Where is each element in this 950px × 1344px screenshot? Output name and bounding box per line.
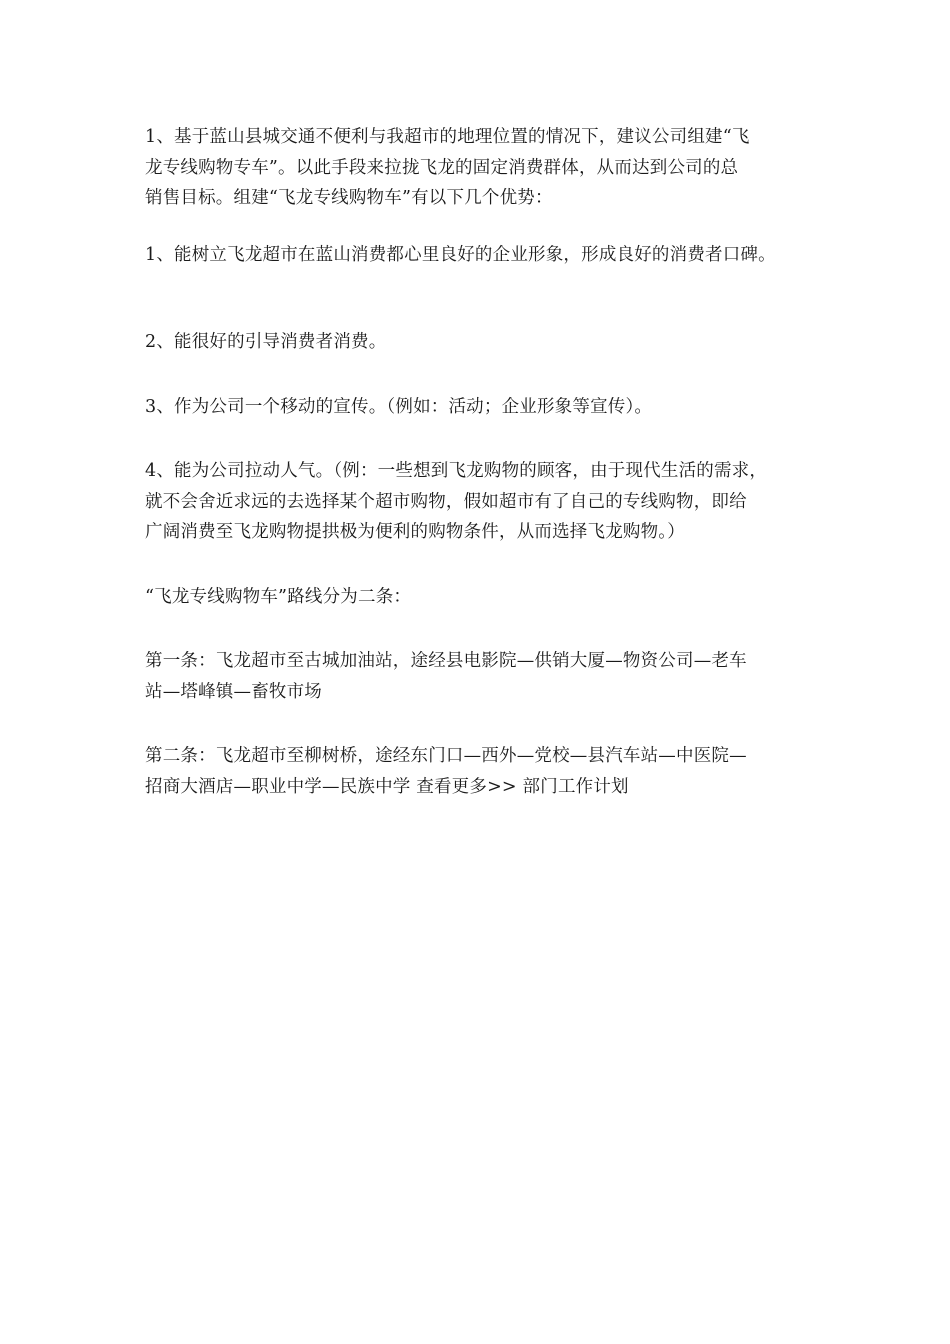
department-plan-link[interactable]: 部门工作计划: [516, 776, 629, 797]
advantage-item-2: [145, 327, 835, 358]
advantage-line: 4、能为公司拉动人气。（例：一些想到飞龙购物的顾客，由于现代生活的需求，: [145, 461, 768, 481]
route-one: [145, 646, 835, 707]
route-two-text: 招商大酒店—职业中学—民族中学: [145, 776, 417, 797]
route-two-line: 第二条：飞龙超市至柳树桥，途经东门口—西外—党校—县汽车站—中医院—: [145, 746, 747, 766]
advantage-line: 广阔消费至飞龙购物提拱极为便利的购物条件，从而选择飞龙购物。）: [145, 522, 685, 542]
advantage-item-1: [145, 240, 835, 271]
intro-line: 销售目标。组建“飞龙专线购物车”有以下几个优势：: [145, 188, 553, 208]
intro-line: 龙专线购物专车”。以此手段来拉拢飞龙的固定消费群体，从而达到公司的总: [145, 157, 739, 178]
intro-line: 1、基于蓝山县城交通不便利与我超市的地理位置的情况下，建议公司组建“飞: [145, 127, 750, 147]
routes-heading-text: “飞龙专线购物车”路线分为二条：: [145, 586, 412, 607]
advantage-item-4: [145, 456, 835, 548]
route-two-line: [145, 772, 835, 803]
advantage-line: 1、能树立飞龙超市在蓝山消费都心里良好的企业形象，形成良好的消费者口碑。: [145, 244, 776, 265]
advantage-line: 2、能很好的引导消费者消费。: [145, 332, 387, 352]
document-body: [145, 122, 835, 802]
view-more-link[interactable]: 查看更多>>: [416, 776, 517, 797]
route-one-line: 站—塔峰镇—畜牧市场: [145, 681, 322, 702]
advantage-line: 就不会舍近求远的去选择某个超市购物，假如超市有了自己的专线购物，即给: [145, 491, 747, 512]
intro-paragraph: [145, 122, 835, 214]
route-two: [145, 741, 835, 802]
advantage-item-3: [145, 392, 835, 423]
advantage-line: 3、作为公司一个移动的宣传。（例如：活动；企业形象等宣传）。: [145, 396, 653, 417]
routes-heading: [145, 582, 835, 613]
route-one-line: 第一条：飞龙超市至古城加油站，途经县电影院—供销大厦—物资公司—老车: [145, 651, 747, 671]
